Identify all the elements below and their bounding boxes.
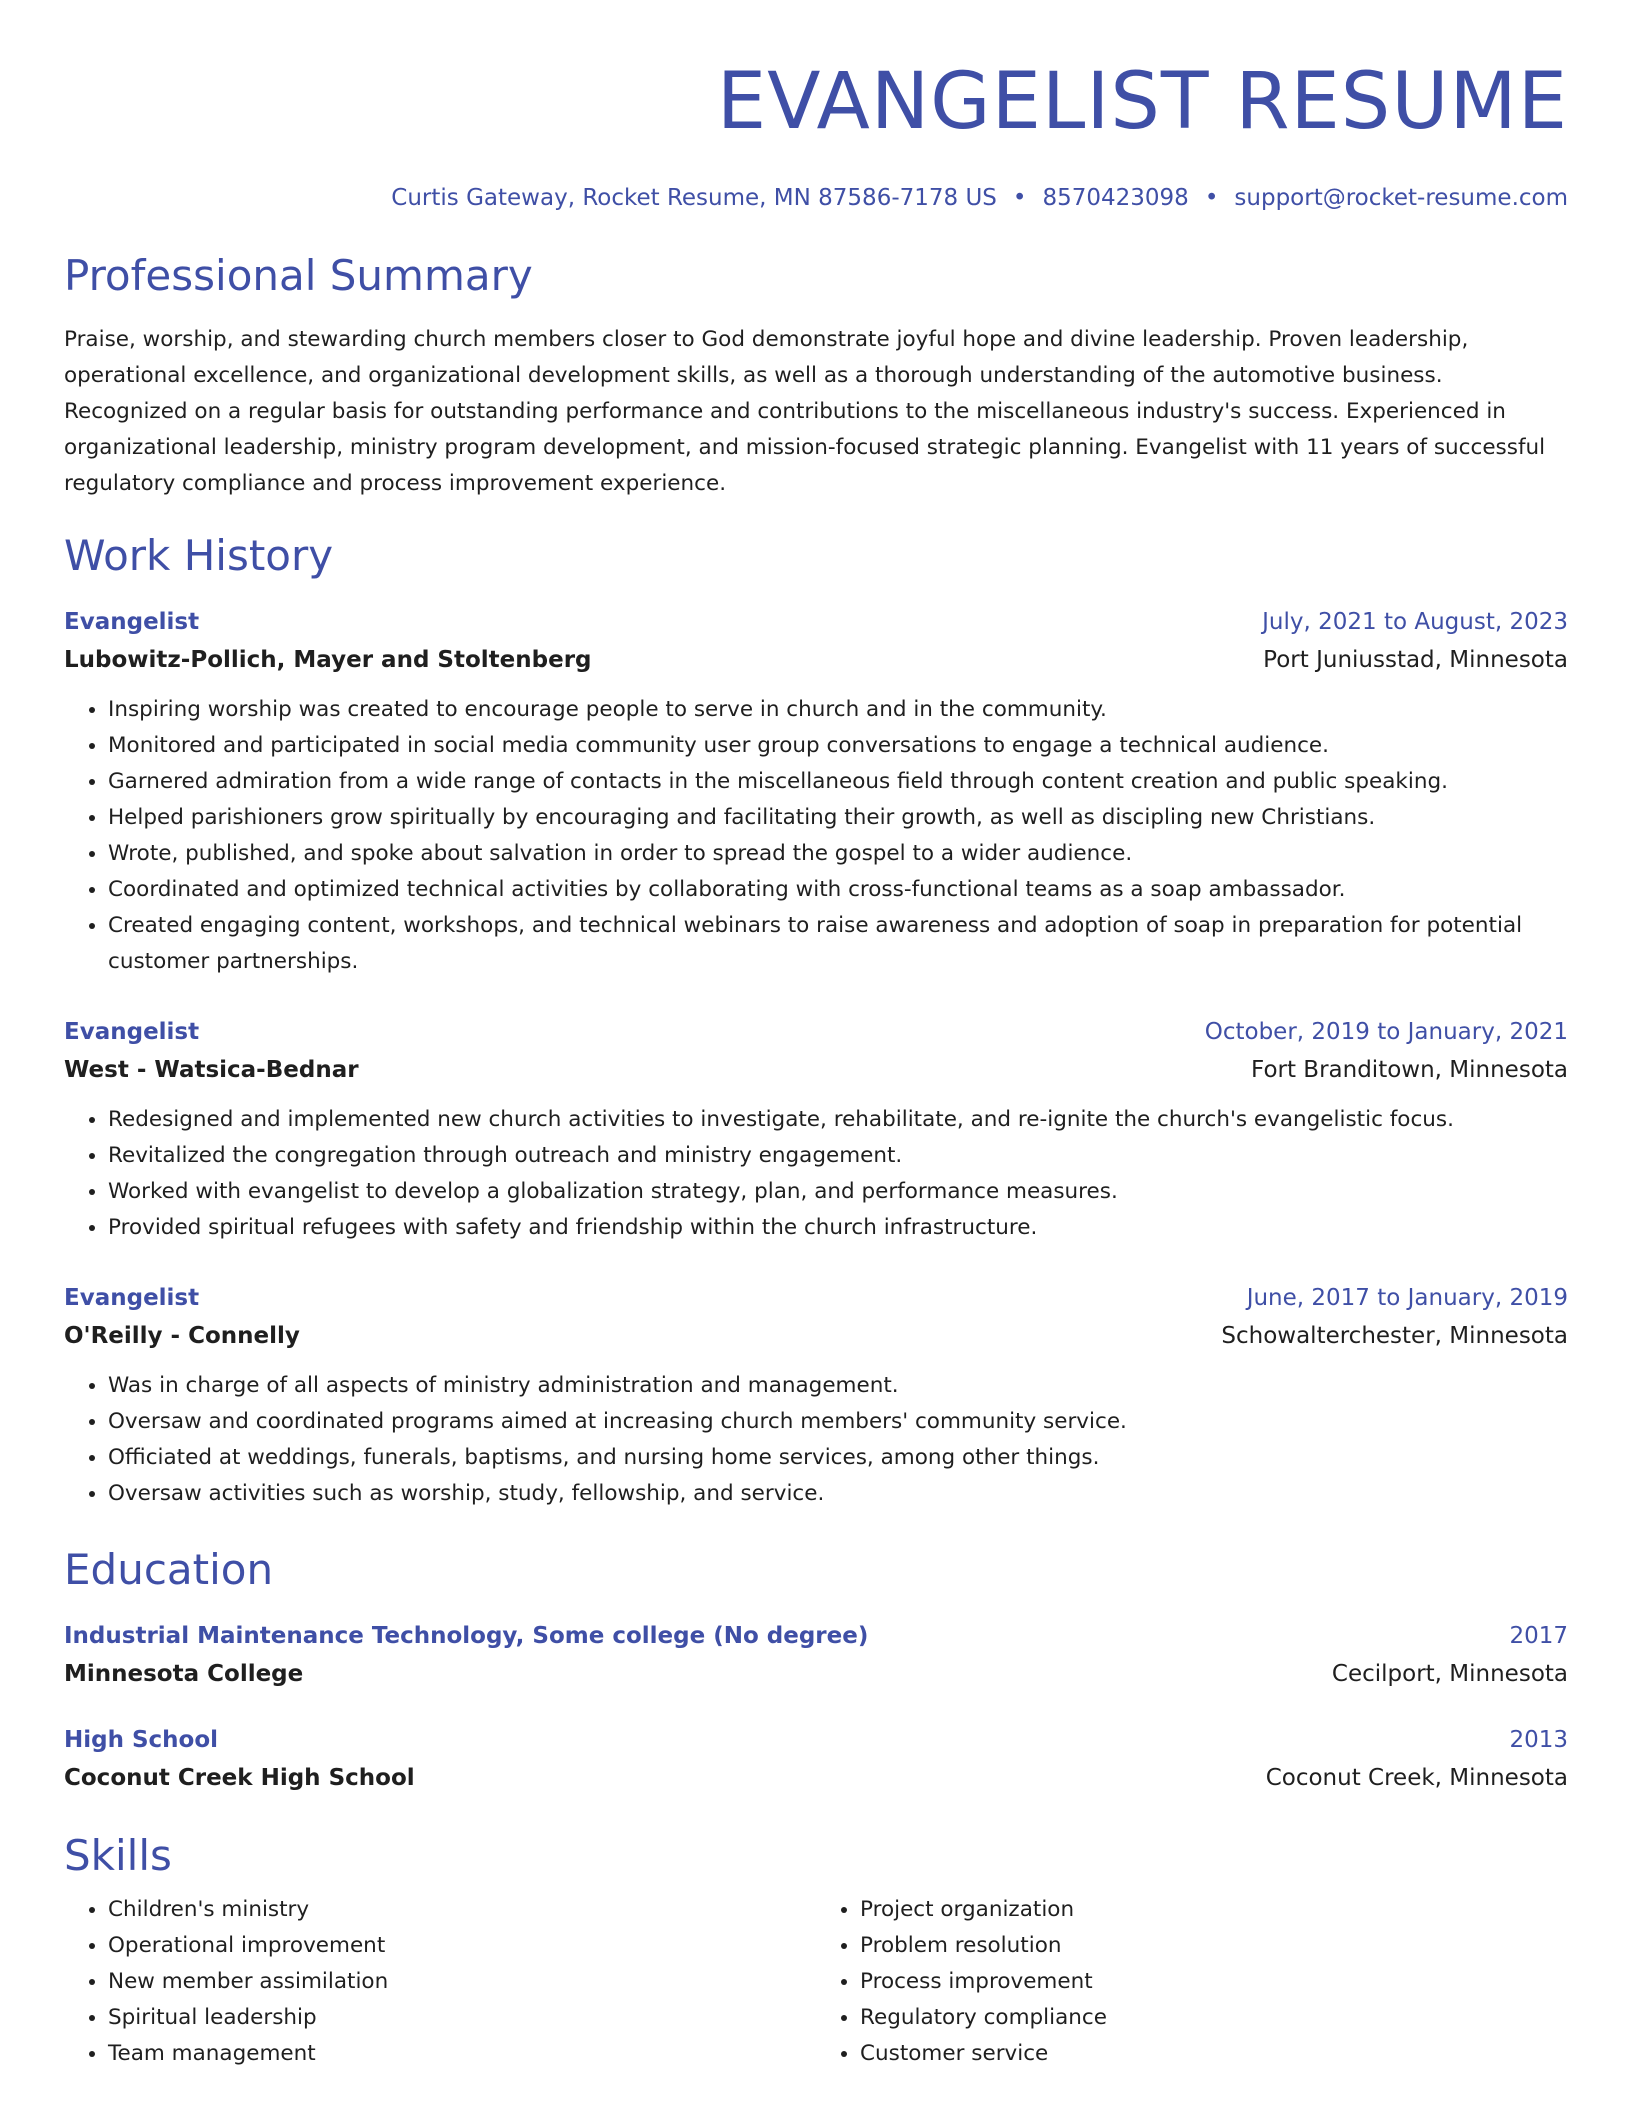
skill-item: • Operational improvement bbox=[108, 1928, 816, 1964]
job-role: Evangelist bbox=[64, 609, 200, 635]
skill-item: • Process improvement bbox=[860, 1964, 1568, 2000]
education-year: 2013 bbox=[1509, 1727, 1568, 1753]
education-degree: Industrial Maintenance Technology, Some college (No degree) bbox=[64, 1623, 869, 1649]
job-bullet: • Was in charge of all aspects of ministry administration and management. bbox=[108, 1368, 1568, 1404]
job-bullet: • Worked with evangelist to develop a globalization strategy, plan, and performance measures. bbox=[108, 1174, 1568, 1210]
job-bullets bbox=[64, 1368, 1568, 1512]
education-section bbox=[64, 1542, 1568, 1798]
skill-item: • Customer service bbox=[860, 2036, 1568, 2072]
job-bullets bbox=[64, 1102, 1568, 1246]
job-company: O'Reilly - Connelly bbox=[64, 1323, 300, 1349]
section-title-summary: Professional Summary bbox=[64, 251, 533, 300]
skill-item: • New member assimilation bbox=[108, 1964, 816, 2000]
education-year: 2017 bbox=[1509, 1623, 1568, 1649]
job-entry bbox=[64, 1280, 1568, 1512]
job-dates: July, 2021 to August, 2023 bbox=[1262, 609, 1568, 635]
education-school: Minnesota College bbox=[64, 1661, 304, 1687]
contact-address: Curtis Gateway, Rocket Resume, MN 87586-7178 US bbox=[391, 185, 997, 211]
resume-header bbox=[64, 52, 1568, 214]
skill-item: • Team management bbox=[108, 2036, 816, 2072]
contact-phone: 8570423098 bbox=[1042, 185, 1189, 211]
skill-item: • Problem resolution bbox=[860, 1928, 1568, 1964]
education-entry bbox=[64, 1618, 1568, 1694]
contact-separator: • bbox=[1012, 185, 1027, 211]
job-bullet: • Monitored and participated in social media community user group conversations to engage a technical audience. bbox=[108, 728, 1568, 764]
skills-list-left bbox=[64, 1892, 816, 2072]
job-bullet: • Provided spiritual refugees with safety and friendship within the church infrastructure. bbox=[108, 1210, 1568, 1246]
job-location: Schowalterchester, Minnesota bbox=[1221, 1323, 1568, 1349]
job-bullets bbox=[64, 692, 1568, 980]
job-entry bbox=[64, 1014, 1568, 1246]
job-bullet: • Wrote, published, and spoke about salvation in order to spread the gospel to a wider audience. bbox=[108, 836, 1568, 872]
job-company: Lubowitz-Pollich, Mayer and Stoltenberg bbox=[64, 647, 592, 673]
contact-line bbox=[64, 182, 1568, 214]
job-location: Port Juniusstad, Minnesota bbox=[1263, 647, 1568, 673]
job-entry bbox=[64, 604, 1568, 980]
section-title-work-history: Work History bbox=[64, 531, 334, 580]
job-bullet: • Oversaw and coordinated programs aimed at increasing church members' community service. bbox=[108, 1404, 1568, 1440]
job-location: Fort Branditown, Minnesota bbox=[1251, 1057, 1568, 1083]
contact-email: support@rocket-resume.com bbox=[1234, 185, 1568, 211]
job-bullet: • Helped parishioners grow spiritually by encouraging and facilitating their growth, as well as discipling new Christians. bbox=[108, 800, 1568, 836]
job-bullet: • Redesigned and implemented new church activities to investigate, rehabilitate, and re-ignite the church's evangelistic focus. bbox=[108, 1102, 1568, 1138]
skill-item: • Spiritual leadership bbox=[108, 2000, 816, 2036]
job-bullet: • Created engaging content, workshops, and technical webinars to raise awareness and adoption of soap in preparation for potential customer partnerships. bbox=[108, 908, 1568, 980]
education-entry bbox=[64, 1722, 1568, 1798]
skills-list-right bbox=[816, 1892, 1568, 2072]
job-dates: October, 2019 to January, 2021 bbox=[1204, 1019, 1568, 1045]
resume-title: EVANGELIST RESUME bbox=[716, 57, 1568, 147]
skill-item: • Regulatory compliance bbox=[860, 2000, 1568, 2036]
job-bullet: • Officiated at weddings, funerals, baptisms, and nursing home services, among other things. bbox=[108, 1440, 1568, 1476]
job-dates: June, 2017 to January, 2019 bbox=[1246, 1285, 1568, 1311]
contact-separator: • bbox=[1204, 185, 1219, 211]
education-degree: High School bbox=[64, 1727, 219, 1753]
work-history-section bbox=[64, 528, 1568, 1512]
summary-text: Praise, worship, and stewarding church members closer to God demonstrate joyful hope and divine leadership. Proven leadership, operational excellence, and organizational development skills, as well as a thorough understanding of the automotive business. Recognized on a regular basis for outstanding performance and contributions to the miscellaneous industry's success. Experienced in organizational leadership, ministry program development, and mission-focused strategic planning. Evangelist with 11 years of successful regulatory compliance and process improvement experience. bbox=[64, 327, 1546, 496]
skill-item: • Children's ministry bbox=[108, 1892, 816, 1928]
job-bullet: • Oversaw activities such as worship, study, fellowship, and service. bbox=[108, 1476, 1568, 1512]
skill-item: • Project organization bbox=[860, 1892, 1568, 1928]
education-location: Coconut Creek, Minnesota bbox=[1265, 1765, 1568, 1791]
education-location: Cecilport, Minnesota bbox=[1331, 1661, 1568, 1687]
section-title-education: Education bbox=[64, 1545, 274, 1594]
job-role: Evangelist bbox=[64, 1285, 200, 1311]
professional-summary-section bbox=[64, 248, 1568, 502]
job-company: West - Watsica-Bednar bbox=[64, 1057, 359, 1083]
skills-section bbox=[64, 1828, 1568, 2072]
education-school: Coconut Creek High School bbox=[64, 1765, 415, 1791]
job-bullet: • Coordinated and optimized technical activities by collaborating with cross-functional teams as a soap ambassador. bbox=[108, 872, 1568, 908]
job-bullet: • Revitalized the congregation through outreach and ministry engagement. bbox=[108, 1138, 1568, 1174]
skills-columns bbox=[64, 1892, 1568, 2072]
job-bullet: • Inspiring worship was created to encourage people to serve in church and in the community. bbox=[108, 692, 1568, 728]
section-title-skills: Skills bbox=[64, 1831, 172, 1880]
job-role: Evangelist bbox=[64, 1019, 200, 1045]
job-bullet: • Garnered admiration from a wide range of contacts in the miscellaneous field through content creation and public speaking. bbox=[108, 764, 1568, 800]
